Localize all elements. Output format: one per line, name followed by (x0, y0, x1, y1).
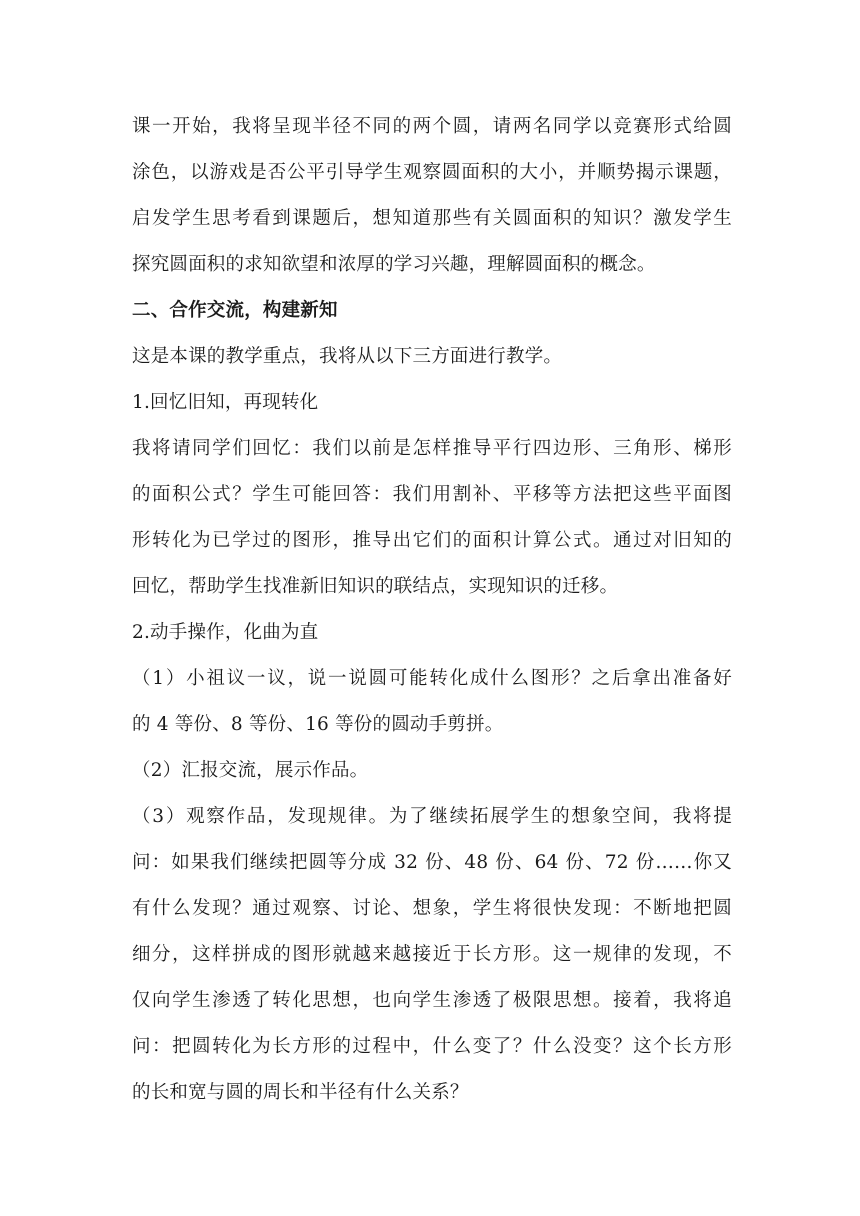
paragraph-line: （3）观察作品，发现规律。为了继续拓展学生的想象空间，我将提 (132, 806, 732, 827)
paragraph-line: 课一开始，我将呈现半径不同的两个圆，请两名同学以竞赛形式给圆 (132, 116, 732, 137)
subsection-heading: 2.动手操作，化曲为直 (132, 622, 319, 643)
paragraph-line: 这是本课的教学重点，我将从以下三方面进行教学。 (132, 346, 563, 367)
paragraph-line: 探究圆面积的求知欲望和浓厚的学习兴趣，理解圆面积的概念。 (132, 254, 656, 275)
paragraph-line: 涂色，以游戏是否公平引导学生观察圆面积的大小，并顺势揭示课题， (132, 162, 732, 183)
paragraph-line: 的 4 等份、8 等份、16 等份的圆动手剪拼。 (132, 714, 504, 735)
paragraph-line: 的长和宽与圆的周长和半径有什么关系？ (132, 1082, 469, 1103)
paragraph-line: 形转化为已学过的图形，推导出它们的面积计算公式。通过对旧知的 (132, 530, 732, 551)
subsection-heading: 1.回忆旧知，再现转化 (132, 392, 319, 413)
paragraph-line: 细分，这样拼成的图形就越来越接近于长方形。这一规律的发现，不 (132, 944, 732, 965)
paragraph-line: （1）小祖议一议，说一说圆可能转化成什么图形？之后拿出准备好 (132, 668, 732, 689)
paragraph-line: （2）汇报交流，展示作品。 (132, 760, 369, 781)
paragraph-line: 启发学生思考看到课题后，想知道那些有关圆面积的知识？激发学生 (132, 208, 732, 229)
paragraph-line: 回忆，帮助学生找准新旧知识的联结点，实现知识的迁移。 (132, 576, 619, 597)
paragraph-line: 问：把圆转化为长方形的过程中，什么变了？什么没变？这个长方形 (132, 1036, 732, 1057)
paragraph-line: 的面积公式？学生可能回答：我们用割补、平移等方法把这些平面图 (132, 484, 732, 505)
paragraph-line: 有什么发现？通过观察、讨论、想象，学生将很快发现：不断地把圆 (132, 898, 732, 919)
paragraph-line: 仅向学生渗透了转化思想，也向学生渗透了极限思想。接着，我将追 (132, 990, 732, 1011)
document-body (132, 104, 732, 1116)
paragraph-line: 问：如果我们继续把圆等分成 32 份、48 份、64 份、72 份……你又 (132, 852, 732, 873)
paragraph-line: 我将请同学们回忆：我们以前是怎样推导平行四边形、三角形、梯形 (132, 438, 732, 459)
section-heading: 二、合作交流，构建新知 (132, 300, 338, 321)
